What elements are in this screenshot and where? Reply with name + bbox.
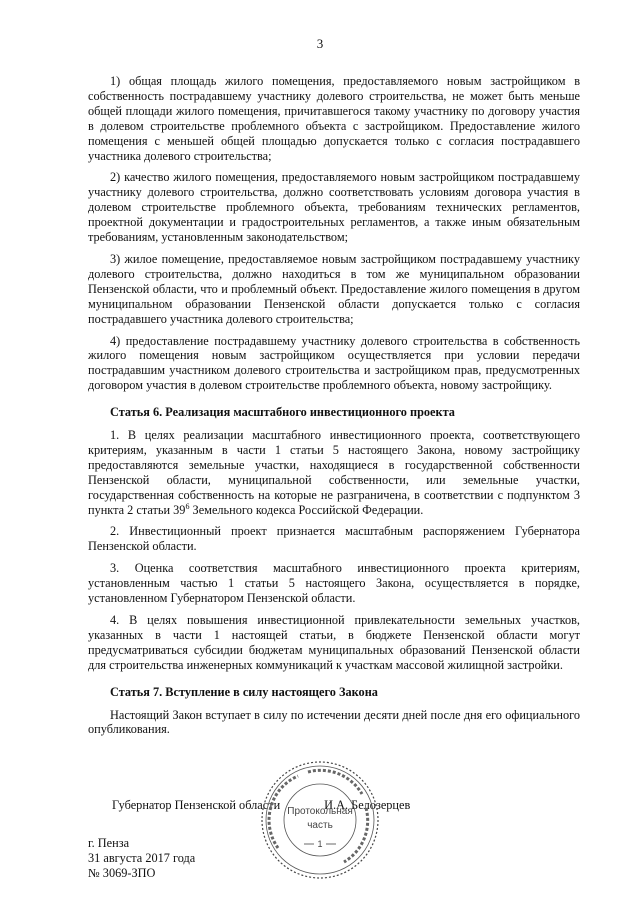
article-7-heading: Статья 7. Вступление в силу настоящего Закона	[110, 684, 378, 699]
footer-city: г. Пенза	[88, 836, 130, 850]
article-7-paragraph-1: Настоящий Закон вступает в силу по истечении десяти дней после дня его официального опубликования.	[88, 707, 580, 737]
signatory-name: И.А. Белозерцев	[324, 798, 411, 812]
stamp-text-line-3: 1	[317, 839, 323, 849]
article-6-p1-text-end: Земельного кодекса Российской Федерации.	[189, 502, 424, 517]
signatory-title: Губернатор Пензенской области	[112, 798, 281, 812]
paragraph-item-4: 4) предоставление пострадавшему участнику долевого строительства в собственность жилого помещения новым застройщиком осуществляется при условии передачи пострадавшим участником долевого строительства и застройщиком прав, предусмотренных договором участия в долевом строительстве проблемного объекта, новому застройщику.	[88, 333, 580, 393]
paragraph-item-1: 1) общая площадь жилого помещения, предоставляемого новым застройщиком в собственность пострадавшему участнику долевого строительства, не может быть меньше общей площади жилого помещения, причитавшегося такому участнику по договору участия в долевом строительстве проблемного объекта с застройщиком. Предоставление жилого помещения с меньшей общей площадью допускается только с согласия пострадавшего участника долевого строительства;	[88, 74, 580, 163]
footer-number: № 3069-ЗПО	[88, 866, 156, 880]
document-body	[88, 74, 580, 744]
footer-date: 31 августа 2017 года	[88, 851, 196, 865]
stamp-text-line-1: Протокольная	[287, 806, 353, 817]
stamp-text-line-2: часть	[307, 820, 333, 831]
page-number: 3	[316, 36, 324, 51]
article-6-p1-superscript: 6	[185, 501, 190, 511]
article-6-paragraph-1	[88, 428, 580, 517]
article-6-p1-text: 1. В целях реализации масштабного инвестиционного проекта, соответствующего критериям, указанным в части 1 статьи 5 настоящего Закона, новому застройщику предоставляются земельные участки, находящиеся в государственной собственности Пензенской области, муниципальной собственности, или земельные участки, государственная собственность на которые не разграничена, в соответствии с подпунктом 3 пункта 2 статьи 39	[88, 428, 580, 517]
article-6-paragraph-2: 2. Инвестиционный проект признается масштабным распоряжением Губернатора Пензенской области.	[88, 524, 580, 554]
article-6-paragraph-4: 4. В целях повышения инвестиционной привлекательности земельных участков, указанных в части 1 настоящей статьи, в бюджете Пензенской области могут предусматриваться субсидии бюджетам муниципальных образований Пензенской области для строительства инженерных коммуникаций к участкам массовой жилищной застройки.	[88, 613, 580, 672]
article-6-paragraph-3: 3. Оценка соответствия масштабного инвестиционного проекта критериям, установленным частью 1 статьи 5 настоящего Закона, осуществляется в порядке, установленном Губернатором Пензенской области.	[88, 561, 580, 606]
paragraph-item-2: 2) качество жилого помещения, предоставляемого новым застройщиком пострадавшему участнику долевого строительства, должно соответствовать условиям договора участия в долевом строительстве проблемного объекта, требованиям технических регламентов, проектной документации и градостроительных регламентов, а также иным обязательным требованиям, установленным законодательством;	[88, 170, 580, 245]
article-6-heading: Статья 6. Реализация масштабного инвестиционного проекта	[110, 405, 455, 420]
official-seal-stamp	[258, 758, 382, 882]
paragraph-item-3: 3) жилое помещение, предоставляемое новым застройщиком пострадавшему участнику долевого строительства, должно находиться в том же муниципальном образовании Пензенской области, что и проблемный объект. Предоставление жилого помещения в другом муниципальном образовании Пензенской области допускается только с согласия пострадавшего участника долевого строительства;	[88, 251, 580, 326]
